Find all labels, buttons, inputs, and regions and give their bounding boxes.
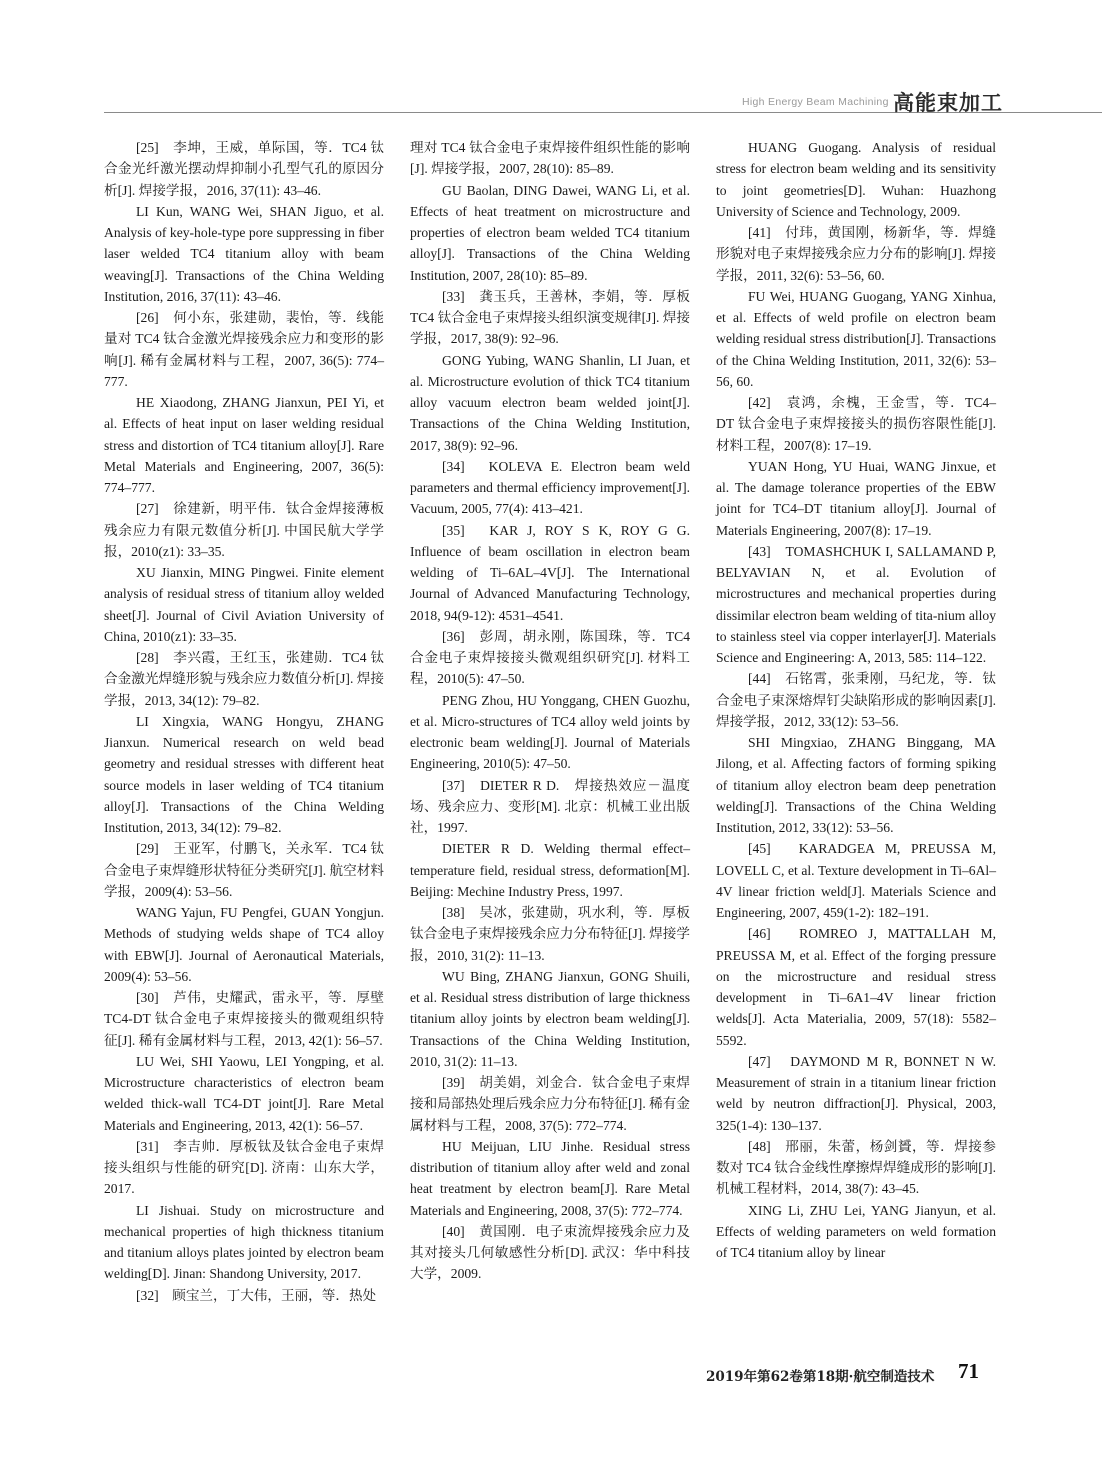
reference-entry: HE Xiaodong, ZHANG Jianxun, PEI Yi, et al. Effects of heat input on laser welding residual stress and distortion of TC4 titanium alloy[J]. Rare Metal Materials and Engineering, 2007, 36(5): 774–777. [104,395,384,495]
reference-entry: [43] TOMASHCHUK I, SALLAMAND P, BELYAVIAN N, et al. Evolution of microstructures and mechanical properties during dissimilar electron beam welding of tita-nium alloy to stainless steel via copper interlayer[J]. Materials Science and Engineering: A, 2013, 585: 114–122. [716,543,996,665]
reference-entry: [29] 王亚军，付鹏飞，关永军．TC4 钛合金电子束焊缝形状特征分类研究[J]. 航空材料学报，2009(4): 53–56. [104,841,384,899]
reference-entry: LI Kun, WANG Wei, SHAN Jiguo, et al. Analysis of key-hole-type pore suppressing in fiber laser welded TC4 titanium alloy with beam weaving[J]. Transactions of the China Welding Institution, 2016, 37(11): 43–46. [104,203,384,304]
reference-entry-continued: 理对 TC4 钛合金电子束焊接件组织性能的影响[J]. 焊接学报，2007, 28(10): 85–89. [410,140,690,177]
reference-entry: LI Xingxia, WANG Hongyu, ZHANG Jianxun. Numerical research on weld bead geometry and residual stresses with different heat source models in laser welding of TC4 titanium alloy[J]. Transactions of the China Welding Institution, 2013, 34(12): 79–82. [104,713,384,835]
reference-entry: [37] DIETER R D. 焊接热效应－温度场、残余应力、变形[M]. 北京：机械工业出版社，1997. [410,777,690,835]
issue-footer: 2019年第62卷第18期·航空制造技术 [706,1369,935,1385]
page-number: 71 [958,1359,979,1383]
reference-column-middle [410,137,690,1285]
reference-entry: [27] 徐建新，明平伟．钛合金焊接薄板残余应力有限元数值分析[J]. 中国民航大学学报，2010(z1): 33–35. [104,501,384,559]
reference-entry: DIETER R D. Welding thermal effect–temperature field, residual stress, deformation[M]. Beijing: Mechine Industry Press, 1997. [410,841,690,899]
reference-entry: [45] KARADGEA M, PREUSSA M, LOVELL C, et al. Texture development in Ti–6Al–4V linear friction weld[J]. Materials Science and Engineering, 2007, 459(1-2): 182–191. [716,841,996,920]
reference-entry: [40] 黄国刚．电子束流焊接残余应力及其对接头几何敏感性分析[D]. 武汉：华中科技大学，2009. [410,1223,690,1282]
reference-entry: [26] 何小东，张建勋，裴怡，等．线能量对 TC4 钛合金激光焊接残余应力和变形的影响[J]. 稀有金属材料与工程，2007, 36(5): 774–777. [104,310,384,389]
reference-entry: GONG Yubing, WANG Shanlin, LI Juan, et al. Microstructure evolution of thick TC4 titanium alloy vacuum electron beam welded joint[J]. Transactions of the China Welding Institution, 2017, 38(9): 92–96. [410,352,690,453]
reference-entry: [48] 邢丽，朱蕾，杨剑贇，等．焊接参数对 TC4 钛合金线性摩擦焊焊缝成形的影响[J]. 机械工程材料，2014, 38(7): 43–45. [716,1138,996,1197]
reference-entry: HUANG Guogang. Analysis of residual stress for electron beam welding and its sensitivity to joint geometries[D]. Wuhan: Huazhong University of Science and Technology, 2009. [716,140,996,219]
reference-entry: YUAN Hong, YU Huai, WANG Jinxue, et al. The damage tolerance properties of the EBW joint for TC4–DT titanium alloy[J]. Journal of Materials Engineering, 2007(8): 17–19. [716,458,996,538]
reference-entry: WANG Yajun, FU Pengfei, GUAN Yongjun. Methods of studying welds shape of TC4 alloy with EBW[J]. Journal of Aeronautical Materials, 2009(4): 53–56. [104,905,384,984]
reference-entry: [42] 袁鸿，余槐，王金雪，等．TC4–DT 钛合金电子束焊接接头的损伤容限性能[J]. 材料工程，2007(8): 17–19. [716,395,996,453]
reference-column-right [716,137,996,1263]
reference-entry: GU Baolan, DING Dawei, WANG Li, et al. Effects of heat treatment on microstructure and properties of electron beam welded TC4 titanium alloy[J]. Transactions of the China Welding Institution, 2007, 28(10): 85–89. [410,182,690,283]
reference-entry: [31] 李吉帅．厚板钛及钛合金电子束焊接头组织与性能的研究[D]. 济南：山东大学，2017. [104,1138,384,1197]
reference-entry: [41] 付玮，黄国刚，杨新华，等．焊缝形貌对电子束焊接残余应力分布的影响[J]. 焊接学报，2011, 32(6): 53–56, 60. [716,225,996,283]
reference-entry: FU Wei, HUANG Guogang, YANG Xinhua, et al. Effects of weld profile on electron beam welding residual stress distribution[J]. Transactions of the China Welding Institution, 2011, 32(6): 53–56, 60. [716,288,996,389]
reference-entry: [46] ROMREO J, MATTALLAH M, PREUSSA M, et al. Effect of the forging pressure on the microstructure and residual stress development in Ti–6A1–4V linear friction welds[J]. Acta Materialia, 2009, 57(18): 5582–5592. [716,926,996,1048]
reference-entry: [28] 李兴霞，王红玉，张建勋．TC4 钛合金激光焊缝形貌与残余应力数值分析[J]. 焊接学报，2013, 34(12): 79–82. [104,650,384,708]
reference-entry: [25] 李坤，王威，单际国，等．TC4 钛合金光纤激光摆动焊抑制小孔型气孔的原因分析[J]. 焊接学报，2016, 37(11): 43–46. [104,140,384,198]
reference-entry: [47] DAYMOND M R, BONNET N W. Measurement of strain in a titanium linear friction weld by neutron diffraction[J]. Physical, 2003, 325(1-4): 130–137. [716,1053,996,1133]
reference-entry: XU Jianxin, MING Pingwei. Finite element analysis of residual stress of titanium alloy welded sheet[J]. Journal of Civil Aviation University of China, 2010(z1): 33–35. [104,565,384,644]
reference-column-left [104,137,384,1306]
reference-entry: [44] 石铭霄，张秉刚，马纪龙，等．钛合金电子束深熔焊钉尖缺陷形成的影响因素[J]. 焊接学报，2012, 33(12): 53–56. [716,671,996,729]
reference-entry: [36] 彭周，胡永刚，陈国珠，等．TC4 合金电子束焊接接头微观组织研究[J]. 材料工程，2010(5): 47–50. [410,628,690,687]
reference-entry: [38] 吴冰，张建勋，巩水利，等．厚板钛合金电子束焊接残余应力分布特征[J]. 焊接学报，2010, 31(2): 11–13. [410,905,690,963]
reference-entry: [34] KOLEVA E. Electron beam weld parameters and thermal efficiency improvement[J]. Vacuum, 2005, 77(4): 413–421. [410,458,690,517]
reference-entry: PENG Zhou, HU Yonggang, CHEN Guozhu, et al. Micro-structures of TC4 alloy weld joints by electronic beam welding[J]. Journal of Materials Engineering, 2010(5): 47–50. [410,692,690,772]
reference-entry: XING Li, ZHU Lei, YANG Jianyun, et al. Effects of welding parameters on weld formation of TC4 titanium alloy by linear [716,1202,996,1260]
reference-entry: [32] 顾宝兰，丁大伟，王丽，等．热处 [136,1287,377,1303]
reference-entry: [30] 芦伟，史耀武，雷永平，等．厚壁 TC4-DT 钛合金电子束焊接接头的微观组织特征[J]. 稀有金属材料与工程，2013, 42(1): 56–57. [104,990,384,1048]
reference-entry: LI Jishuai. Study on microstructure and mechanical properties of high thickness titanium and titanium alloys plates jointed by electron beam welding[D]. Jinan: Shandong University, 2017. [104,1202,384,1282]
reference-entry: [33] 龚玉兵，王善林，李娟，等．厚板 TC4 钛合金电子束焊接头组织演变规律[J]. 焊接学报，2017, 38(9): 92–96. [410,288,690,347]
reference-entry: SHI Mingxiao, ZHANG Binggang, MA Jilong, et al. Affecting factors of forming spiking of titanium alloy electron beam deep penetration welding[J]. Transactions of the China Welding Institution, 2012, 33(12): 53–56. [716,735,996,835]
reference-entry: [35] KAR J, ROY S K, ROY G G. Influence of beam oscillation in electron beam welding of Ti–6AL–4V[J]. The International Journal of Advanced Manufacturing Technology, 2018, 94(9-12): 4531–4541. [410,522,690,623]
reference-entry: WU Bing, ZHANG Jianxun, GONG Shuili, et al. Residual stress distribution of large thickness titanium alloy joints by electron beam welding[J]. Transactions of the China Welding Institution, 2010, 31(2): 11–13. [410,968,690,1069]
reference-entry: [39] 胡美娟，刘金合．钛合金电子束焊接和局部热处理后残余应力分布特征[J]. 稀有金属材料与工程，2008, 37(5): 772–774. [410,1075,690,1133]
journal-name-en: High Energy Beam Machining [742,96,889,108]
reference-entry: HU Meijuan, LIU Jinhe. Residual stress distribution of titanium alloy after weld and zonal heat treatment by electron beam[J]. Rare Metal Materials and Engineering, 2008, 37(5): 772–774. [410,1138,690,1218]
journal-name-zh: 高能束加工 [893,91,1003,115]
reference-entry: LU Wei, SHI Yaowu, LEI Yongping, et al. Microstructure characteristics of electron beam welded thick-wall TC4-DT joint[J]. Rare Metal Materials and Engineering, 2013, 42(1): 56–57. [104,1053,384,1133]
